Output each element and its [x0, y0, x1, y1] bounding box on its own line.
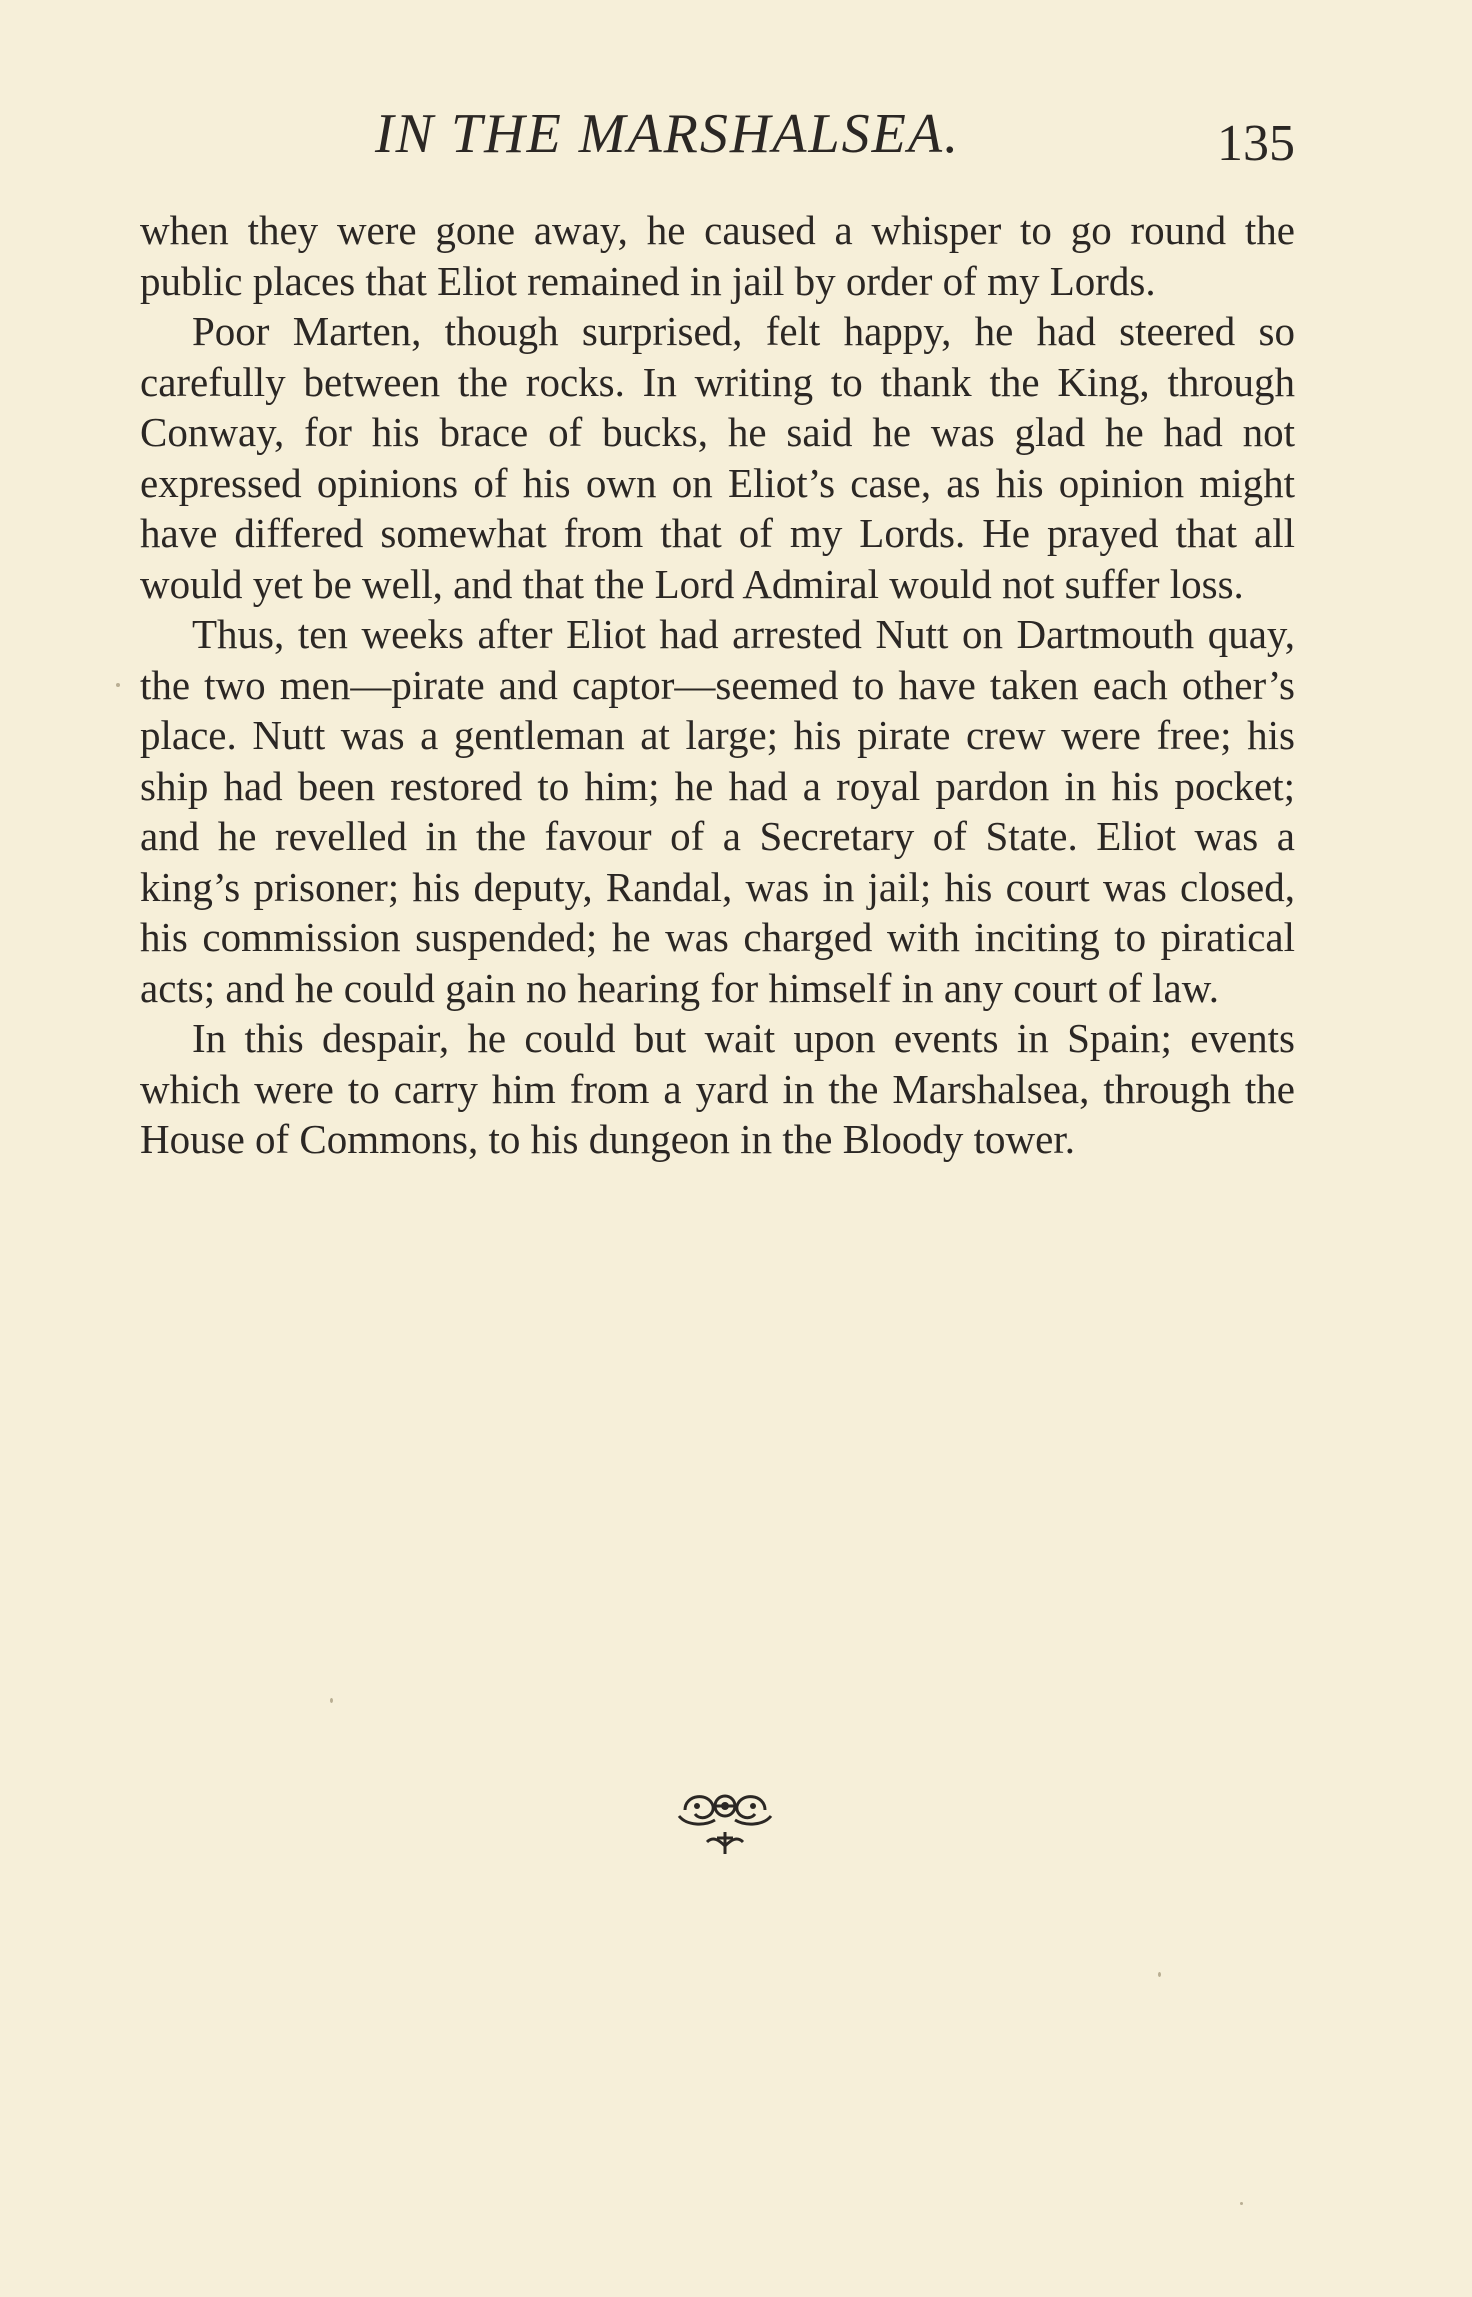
paper-speck — [116, 683, 120, 687]
paragraph-2: Poor Marten, though surprised, felt happy, he had steered so carefully between the rocks. In writing to thank the King, through Conway, for his brace of bucks, he said he was glad he had not expressed opinions of his own on Eliot’s case, as his opinion might have differed somewhat from that of my Lords. He prayed that all would yet be well, and that the Lord Admiral would not suffer loss. — [140, 308, 1295, 607]
running-head — [140, 92, 1295, 172]
printers-ornament-icon — [665, 1780, 785, 1860]
paragraph-4: In this despair, he could but wait upon events in Spain; events which were to carry him from a yard in the Marshalsea, through the House of Commons, to his dungeon in the Bloody tower. — [140, 1015, 1295, 1162]
paper-speck — [330, 1698, 333, 1703]
paragraph-3: Thus, ten weeks after Eliot had arrested Nutt on Dartmouth quay, the two men—pirate and captor—seemed to have taken each other’s place. Nutt was a gentleman at large; his pirate crew were free; his ship had been restored to him; he had a royal pardon in his pocket; and he revelled in the favour of a Secretary of State. Eliot was a king’s prisoner; his deputy, Randal, was in jail; his court was closed, his commission suspended; he was charged with inciting to piratical acts; and he could gain no hearing for himself in any court of law. — [140, 611, 1295, 1011]
running-title: IN THE MARSHALSEA. — [375, 103, 961, 165]
paper-speck — [1158, 1972, 1161, 1977]
paragraph-1: when they were gone away, he caused a whisper to go round the public places that Eliot remained in jail by order of my Lords. — [140, 207, 1295, 304]
body-text — [140, 205, 1295, 1165]
paper-speck — [1240, 2202, 1243, 2205]
page-number: 135 — [1217, 115, 1295, 172]
